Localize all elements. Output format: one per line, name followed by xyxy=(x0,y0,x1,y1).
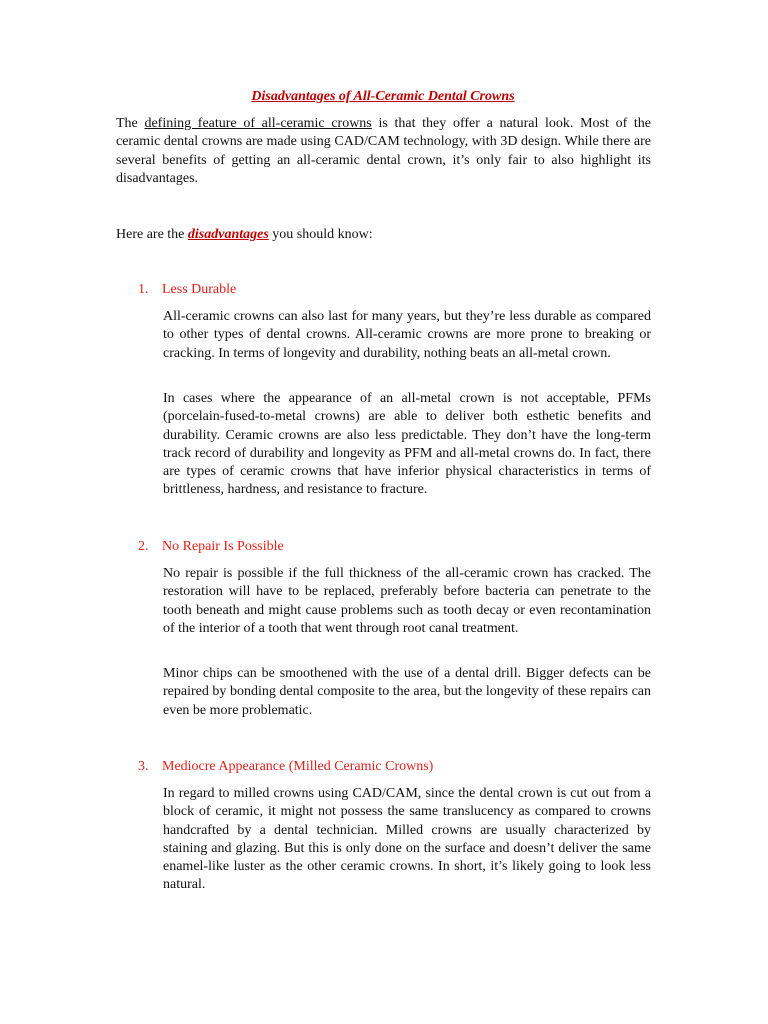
lead-in-emphasis: disadvantages xyxy=(187,227,269,242)
intro-paragraph xyxy=(116,115,651,188)
lead-in-sentence xyxy=(116,226,373,244)
section-number: 1. xyxy=(138,282,149,297)
section-heading-less-durable xyxy=(138,281,236,299)
intro-text-end: is that they offer a natural look. Most of the ceramic dental crowns are made using CAD/CAM technology, with 3D design. While there are several benefits of getting an all-ceramic dental crown, it’s only fair to also highlight its disadvantages. xyxy=(116,116,652,186)
lead-in-end: you should know: xyxy=(268,227,373,242)
intro-text-start: The xyxy=(116,116,145,131)
section-heading-label: Less Durable xyxy=(162,282,237,297)
section-2-paragraph-2: Minor chips can be smoothened with the use of a dental drill. Bigger defects can be repaired by bonding dental composite to the area, but the longevity of these repairs can even be more problematic. xyxy=(163,666,651,718)
section-heading-no-repair xyxy=(138,538,284,556)
section-heading-mediocre-appearance xyxy=(138,758,433,776)
section-1-paragraph-1: All-ceramic crowns can also last for many years, but they’re less durable as compared to other types of dental crowns. All-ceramic crowns are more prone to breaking or cracking. In terms of longevity and durability, nothing beats an all-metal crown. xyxy=(163,309,651,361)
section-2-paragraph-1: No repair is possible if the full thickness of the all-ceramic crown has cracked. The restoration will have to be replaced, preferably before bacteria can penetrate to the tooth beneath and might cause problems such as tooth decay or even recontamination of the interior of a tooth that went through root canal treatment. xyxy=(163,566,651,636)
lead-in-start: Here are the xyxy=(116,227,188,242)
section-number: 3. xyxy=(138,759,149,774)
section-1-paragraph-2: In cases where the appearance of an all-metal crown is not acceptable, PFMs (porcelain-fused-to-metal crowns) are able to deliver both esthetic benefits and durability. Ceramic crowns are also less predictable. They don’t have the long-term track record of durability and longevity as PFM and all-metal crowns do. In fact, there are types of ceramic crowns that have inferior physical characteristics in terms of brittleness, hardness, and resistance to fracture. xyxy=(163,391,651,498)
intro-underlined-phrase: defining feature of all-ceramic crowns xyxy=(144,116,372,131)
section-3-paragraph-1: In regard to milled crowns using CAD/CAM, since the dental crown is cut out from a block of ceramic, it might not possess the same translucency as compared to crowns handcrafted by a dental technician. Milled crowns are usually characterized by staining and glazing. But this is only done on the surface and doesn’t deliver the same enamel-like luster as the other ceramic crowns. In short, it’s likely going to look less natural. xyxy=(163,786,651,893)
document-title: Disadvantages of All-Ceramic Dental Crowns xyxy=(251,89,515,104)
section-heading-label: No Repair Is Possible xyxy=(162,539,284,554)
section-heading-label: Mediocre Appearance (Milled Ceramic Crowns) xyxy=(162,759,434,774)
section-number: 2. xyxy=(138,539,149,554)
